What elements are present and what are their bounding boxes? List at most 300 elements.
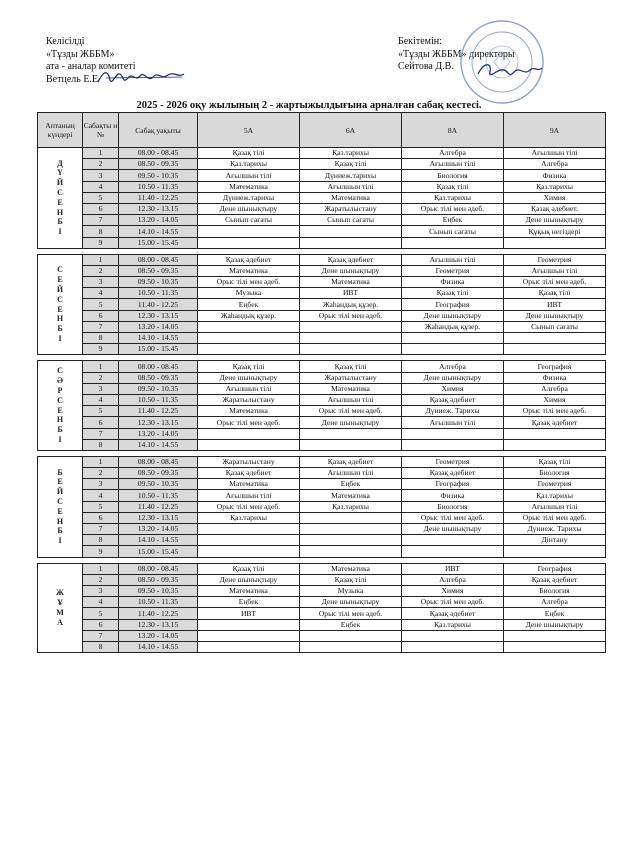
table-row [38, 501, 606, 512]
lesson-time-cell: 14.10 - 14.55 [119, 535, 198, 546]
subject-cell: Ағылшын тілі [198, 490, 300, 501]
subject-cell: Дене шынықтыру [198, 372, 300, 383]
subject-cell: Қазақ тілі [300, 159, 402, 170]
subject-cell: Химия [402, 383, 504, 394]
lesson-number-cell: 3 [83, 277, 119, 288]
subject-cell: Алгебра [402, 361, 504, 372]
day-letter: М [56, 607, 64, 617]
lesson-time-cell: 13.20 - 14.05 [119, 428, 198, 439]
subject-cell [198, 344, 300, 355]
subject-cell: Еңбек [198, 299, 300, 310]
subject-cell [198, 439, 300, 450]
lesson-number-cell: 5 [83, 608, 119, 619]
subject-cell: Геометрия [402, 456, 504, 467]
subject-cell: Ағылшын тілі [300, 394, 402, 405]
schedule-body [38, 148, 606, 653]
day-letter: Н [56, 314, 64, 324]
subject-cell [300, 630, 402, 641]
table-row [38, 203, 606, 214]
subject-cell: Жаратылыстану [198, 394, 300, 405]
subject-cell: Химия [402, 585, 504, 596]
subject-cell: Қазақ әдебиет [198, 468, 300, 479]
subject-cell: Геометрия [402, 265, 504, 276]
subject-cell: ИВТ [198, 608, 300, 619]
lesson-number-cell: 6 [83, 512, 119, 523]
subject-cell: Қазақ тілі [300, 574, 402, 585]
subject-cell: Геометрия [504, 479, 606, 490]
table-row [38, 383, 606, 394]
day-letter: Ә [57, 376, 63, 386]
lesson-time-cell: 11.40 - 12.25 [119, 501, 198, 512]
subject-cell: Ағылшын тілі [504, 265, 606, 276]
lesson-time-cell: 08.50 - 09.35 [119, 468, 198, 479]
subject-cell: Орыс тілі мен әдеб. [402, 203, 504, 214]
lesson-number-cell: 5 [83, 192, 119, 203]
table-row [38, 310, 606, 321]
day-letter: Е [57, 304, 63, 314]
lesson-number-cell: 7 [83, 215, 119, 226]
header-class: 6А [300, 113, 402, 148]
subject-cell [198, 333, 300, 344]
day-name-cell [38, 361, 83, 451]
subject-cell: Алгебра [402, 148, 504, 159]
table-row [38, 192, 606, 203]
approval-line: ата - аналар комитеті [46, 61, 136, 72]
table-row [38, 215, 606, 226]
table-row [38, 597, 606, 608]
lesson-number-cell: 3 [83, 585, 119, 596]
lesson-number-cell: 1 [83, 563, 119, 574]
subject-cell: Қазақ тілі [300, 361, 402, 372]
lesson-time-cell: 14.10 - 14.55 [119, 439, 198, 450]
subject-cell [402, 439, 504, 450]
table-row [38, 344, 606, 355]
table-row [38, 159, 606, 170]
subject-cell: Қазақ әдебиет [300, 254, 402, 265]
subject-cell: Қазақ әдебиет [504, 417, 606, 428]
subject-cell: Қазақ әдебиет [402, 468, 504, 479]
subject-cell: Дене шынықтыру [504, 310, 606, 321]
subject-cell: Қаз.тарихы [402, 619, 504, 630]
lesson-number-cell: 9 [83, 237, 119, 248]
subject-cell: Қаз.тарихы [198, 159, 300, 170]
subject-cell: Орыс тілі мен әдеб. [198, 501, 300, 512]
table-row [38, 226, 606, 237]
subject-cell: Дене шынықтыру [402, 310, 504, 321]
subject-cell: Орыс тілі мен әдеб. [402, 597, 504, 608]
table-row [38, 254, 606, 265]
subject-cell: Музыка [198, 288, 300, 299]
day-letter: Б [57, 467, 63, 477]
day-letter: Н [56, 516, 64, 526]
subject-cell: Дене шынықтыру [504, 619, 606, 630]
lesson-time-cell: 11.40 - 12.25 [119, 299, 198, 310]
subject-cell: Ағылшын тілі [300, 181, 402, 192]
lesson-number-cell: 5 [83, 299, 119, 310]
day-letter: Й [56, 487, 64, 497]
lesson-time-cell: 12.30 - 13.15 [119, 619, 198, 630]
table-row [38, 148, 606, 159]
subject-cell: Дүниеж.тарихы [198, 192, 300, 203]
subject-cell [300, 333, 402, 344]
subject-cell: Дене шынықтыру [198, 574, 300, 585]
subject-cell [504, 333, 606, 344]
table-row [38, 361, 606, 372]
table-row [38, 619, 606, 630]
table-row [38, 439, 606, 450]
lesson-time-cell: 14.10 - 14.55 [119, 641, 198, 652]
day-letter: І [58, 536, 62, 546]
lesson-number-cell: 6 [83, 417, 119, 428]
table-row [38, 524, 606, 535]
day-name-cell [38, 563, 83, 653]
subject-cell [504, 428, 606, 439]
lesson-time-cell: 08.50 - 09.35 [119, 159, 198, 170]
subject-cell: Қазақ әдебиет [504, 574, 606, 585]
lesson-number-cell: 4 [83, 490, 119, 501]
subject-cell: Физика [504, 372, 606, 383]
subject-cell: Қаз.тарихы [198, 512, 300, 523]
lesson-number-cell: 5 [83, 501, 119, 512]
subject-cell: Қазақ әдебиет [402, 608, 504, 619]
subject-cell [300, 321, 402, 332]
subject-cell [300, 546, 402, 557]
day-letter: Р [57, 386, 63, 396]
subject-cell: Орыс тілі мен әдеб. [300, 608, 402, 619]
lesson-time-cell: 08.00 - 08.45 [119, 148, 198, 159]
subject-cell: Еңбек [402, 215, 504, 226]
table-row [38, 585, 606, 596]
lesson-number-cell: 6 [83, 310, 119, 321]
subject-cell [300, 641, 402, 652]
subject-cell: Қазақ тілі [504, 456, 606, 467]
lesson-time-cell: 15.00 - 15.45 [119, 546, 198, 557]
subject-cell: Биология [504, 585, 606, 596]
header-class: 5А [198, 113, 300, 148]
subject-cell: Қаз.тарихы [300, 501, 402, 512]
day-letter: Б [57, 526, 63, 536]
subject-cell: Химия [504, 192, 606, 203]
subject-cell: Орыс тілі мен әдеб. [300, 406, 402, 417]
lesson-time-cell: 13.20 - 14.05 [119, 215, 198, 226]
subject-cell: Еңбек [504, 608, 606, 619]
signature-left [96, 66, 186, 88]
subject-cell: Қазақ тілі [504, 288, 606, 299]
subject-cell: Қаз.тарихы [504, 181, 606, 192]
subject-cell: Алгебра [504, 597, 606, 608]
header-class: 8А [402, 113, 504, 148]
table-row [38, 417, 606, 428]
subject-cell [402, 333, 504, 344]
lesson-time-cell: 11.40 - 12.25 [119, 406, 198, 417]
day-letter: І [58, 333, 62, 343]
day-letter: Д [57, 158, 63, 168]
approval-line: «Тұзды ЖББМ» [46, 48, 115, 60]
day-letter: С [57, 395, 63, 405]
subject-cell: Дене шынықтыру [402, 372, 504, 383]
subject-cell: Ағылшын тілі [402, 254, 504, 265]
day-letter: Ұ [57, 598, 63, 608]
subject-cell: Еңбек [300, 479, 402, 490]
subject-cell: Қазақ тілі [402, 288, 504, 299]
lesson-time-cell: 09.50 - 10.35 [119, 383, 198, 394]
subject-cell: Сынып сағаты [402, 226, 504, 237]
subject-cell: Құқық негіздері [504, 226, 606, 237]
subject-cell: Қаз.тарихы [402, 192, 504, 203]
lesson-time-cell: 09.50 - 10.35 [119, 585, 198, 596]
lesson-time-cell: 14.10 - 14.55 [119, 226, 198, 237]
subject-cell: Қаз.тарихы [300, 148, 402, 159]
header-lesson-number: Сабақты н № [83, 113, 119, 148]
lesson-time-cell: 12.30 - 13.15 [119, 417, 198, 428]
subject-cell: Дене шынықтыру [504, 215, 606, 226]
table-row [38, 170, 606, 181]
subject-cell: Еңбек [198, 597, 300, 608]
lesson-number-cell: 6 [83, 619, 119, 630]
subject-cell [402, 630, 504, 641]
table-row [38, 468, 606, 479]
lesson-number-cell: 2 [83, 468, 119, 479]
subject-cell: Ағылшын тілі [300, 468, 402, 479]
subject-cell: Алгебра [504, 159, 606, 170]
lesson-time-cell: 10.50 - 11.35 [119, 394, 198, 405]
table-row [38, 608, 606, 619]
subject-cell [300, 428, 402, 439]
subject-cell [198, 321, 300, 332]
subject-cell [300, 524, 402, 535]
lesson-time-cell: 14.10 - 14.55 [119, 333, 198, 344]
page-title: 2025 - 2026 оқу жылының 2 - жартыжылдығына арналған сабақ кестесі. [136, 100, 482, 111]
subject-cell: Физика [402, 490, 504, 501]
day-letter: Е [57, 275, 63, 285]
subject-cell: Ағылшын тілі [504, 148, 606, 159]
subject-cell [504, 641, 606, 652]
subject-cell: Математика [198, 406, 300, 417]
lesson-number-cell: 8 [83, 226, 119, 237]
subject-cell: Дене шынықтыру [402, 524, 504, 535]
subject-cell: Математика [300, 277, 402, 288]
table-row [38, 479, 606, 490]
lesson-number-cell: 2 [83, 372, 119, 383]
table-row [38, 563, 606, 574]
day-letter: Н [56, 415, 64, 425]
subject-cell: Алгебра [504, 383, 606, 394]
day-letter: Б [57, 217, 63, 227]
subject-cell: Физика [504, 170, 606, 181]
lesson-time-cell: 09.50 - 10.35 [119, 170, 198, 181]
lesson-number-cell: 3 [83, 479, 119, 490]
subject-cell: География [402, 479, 504, 490]
lesson-time-cell: 10.50 - 11.35 [119, 490, 198, 501]
subject-cell: Ағылшын тілі [402, 159, 504, 170]
subject-cell: Жаратылыстану [300, 203, 402, 214]
day-letter: Е [57, 197, 63, 207]
subject-cell: Дене шынықтыру [198, 203, 300, 214]
table-row [38, 630, 606, 641]
subject-cell: Орыс тілі мен әдеб. [504, 512, 606, 523]
subject-cell: Математика [198, 479, 300, 490]
lesson-number-cell: 1 [83, 361, 119, 372]
subject-cell [198, 226, 300, 237]
table-row [38, 237, 606, 248]
day-letter: Б [57, 324, 63, 334]
lesson-number-cell: 2 [83, 265, 119, 276]
day-letter: І [58, 435, 62, 445]
day-letter: І [58, 227, 62, 237]
header-class: 9А [504, 113, 606, 148]
lesson-number-cell: 4 [83, 394, 119, 405]
subject-cell: Химия [504, 394, 606, 405]
subject-cell [300, 439, 402, 450]
lesson-time-cell: 10.50 - 11.35 [119, 288, 198, 299]
header-day: Аптаның күндері [38, 113, 83, 148]
day-letter: Б [57, 425, 63, 435]
table-row [38, 546, 606, 557]
lesson-time-cell: 09.50 - 10.35 [119, 479, 198, 490]
day-letter: С [57, 265, 63, 275]
table-row [38, 490, 606, 501]
subject-cell: Ағылшын тілі [198, 170, 300, 181]
lesson-number-cell: 1 [83, 456, 119, 467]
day-letter: Н [56, 207, 64, 217]
subject-cell: ИВТ [504, 299, 606, 310]
lesson-time-cell: 11.40 - 12.25 [119, 608, 198, 619]
subject-cell: Қазақ әдебиет [300, 456, 402, 467]
subject-cell [198, 524, 300, 535]
table-row [38, 181, 606, 192]
subject-cell [300, 237, 402, 248]
day-letter: Ү [57, 168, 63, 178]
subject-cell [198, 630, 300, 641]
lesson-number-cell: 4 [83, 181, 119, 192]
subject-cell: География [504, 361, 606, 372]
table-row [38, 288, 606, 299]
subject-cell [504, 344, 606, 355]
subject-cell: Ағылшын тілі [402, 417, 504, 428]
subject-cell: Қазақ тілі [198, 563, 300, 574]
subject-cell: Қазақ әдебиет [198, 254, 300, 265]
subject-cell [300, 226, 402, 237]
day-name-cell [38, 148, 83, 249]
subject-cell [504, 439, 606, 450]
subject-cell: Дене шынықтыру [300, 597, 402, 608]
lesson-number-cell: 1 [83, 148, 119, 159]
signature-right [474, 60, 544, 82]
subject-cell: Жаһандық құзер. [402, 321, 504, 332]
lesson-time-cell: 09.50 - 10.35 [119, 277, 198, 288]
header-lesson-time: Сабақ уақыты [119, 113, 198, 148]
subject-cell [198, 546, 300, 557]
lesson-number-cell: 8 [83, 535, 119, 546]
subject-cell: Жаһандық құзер. [198, 310, 300, 321]
lesson-number-cell: 7 [83, 630, 119, 641]
subject-cell [504, 630, 606, 641]
subject-cell: Сынып сағаты [198, 215, 300, 226]
lesson-time-cell: 12.30 - 13.15 [119, 310, 198, 321]
subject-cell: Орыс тілі мен әдеб. [198, 277, 300, 288]
subject-cell: ИВТ [402, 563, 504, 574]
subject-cell: Дүниеж. Тарихы [504, 524, 606, 535]
day-letter: С [57, 294, 63, 304]
day-letter: С [57, 366, 63, 376]
day-letter: С [57, 496, 63, 506]
table-row [38, 574, 606, 585]
subject-cell: Қазақ тілі [198, 361, 300, 372]
lesson-time-cell: 13.20 - 14.05 [119, 321, 198, 332]
lesson-time-cell: 08.50 - 09.35 [119, 372, 198, 383]
subject-cell [402, 344, 504, 355]
subject-cell [402, 237, 504, 248]
day-letter: А [57, 617, 63, 627]
lesson-number-cell: 5 [83, 406, 119, 417]
subject-cell: ИВТ [300, 288, 402, 299]
subject-cell [198, 535, 300, 546]
lesson-number-cell: 3 [83, 383, 119, 394]
subject-cell [198, 619, 300, 630]
subject-cell [198, 641, 300, 652]
subject-cell: Жаратылыстану [198, 456, 300, 467]
subject-cell [198, 237, 300, 248]
subject-cell: Қазақ тілі [198, 148, 300, 159]
subject-cell: Дене шынықтыру [300, 265, 402, 276]
lesson-time-cell: 08.50 - 09.35 [119, 265, 198, 276]
subject-cell: Қазақ әдебиет [402, 394, 504, 405]
subject-cell: Музыка [300, 585, 402, 596]
subject-cell: Орыс тілі мен әдеб. [402, 512, 504, 523]
lesson-number-cell: 6 [83, 203, 119, 214]
lesson-number-cell: 3 [83, 170, 119, 181]
table-row [38, 512, 606, 523]
schedule-table [37, 112, 606, 653]
subject-cell: Дүниеж. Тарихы [402, 406, 504, 417]
lesson-number-cell: 7 [83, 524, 119, 535]
table-row [38, 277, 606, 288]
lesson-number-cell: 7 [83, 428, 119, 439]
table-row [38, 321, 606, 332]
lesson-time-cell: 12.30 - 13.15 [119, 512, 198, 523]
subject-cell: Қазақ әдебиет. [504, 203, 606, 214]
subject-cell: Дінтану [504, 535, 606, 546]
subject-cell: Геометрия [504, 254, 606, 265]
lesson-time-cell: 15.00 - 15.45 [119, 344, 198, 355]
lesson-time-cell: 10.50 - 11.35 [119, 597, 198, 608]
lesson-time-cell: 15.00 - 15.45 [119, 237, 198, 248]
subject-cell [300, 512, 402, 523]
subject-cell [402, 428, 504, 439]
subject-cell: Биология [402, 501, 504, 512]
table-row [38, 394, 606, 405]
subject-cell: Математика [300, 383, 402, 394]
lesson-time-cell: 08.00 - 08.45 [119, 563, 198, 574]
subject-cell: Орыс тілі мен әдеб. [198, 417, 300, 428]
approval-line: Ветцель Е.Е [46, 73, 99, 85]
subject-cell: Сынып сағаты [300, 215, 402, 226]
subject-cell: Математика [198, 265, 300, 276]
subject-cell [300, 344, 402, 355]
subject-cell: Сынып сағаты [504, 321, 606, 332]
lesson-number-cell: 8 [83, 333, 119, 344]
subject-cell: Дүниеж.тарихы [300, 170, 402, 181]
table-row [38, 535, 606, 546]
lesson-number-cell: 2 [83, 159, 119, 170]
lesson-number-cell: 4 [83, 597, 119, 608]
lesson-time-cell: 08.00 - 08.45 [119, 361, 198, 372]
subject-cell: Математика [300, 563, 402, 574]
approval-line: «Тұзды ЖББМ» директоры [398, 48, 515, 60]
lesson-time-cell: 11.40 - 12.25 [119, 192, 198, 203]
table-row [38, 428, 606, 439]
lesson-time-cell: 08.50 - 09.35 [119, 574, 198, 585]
